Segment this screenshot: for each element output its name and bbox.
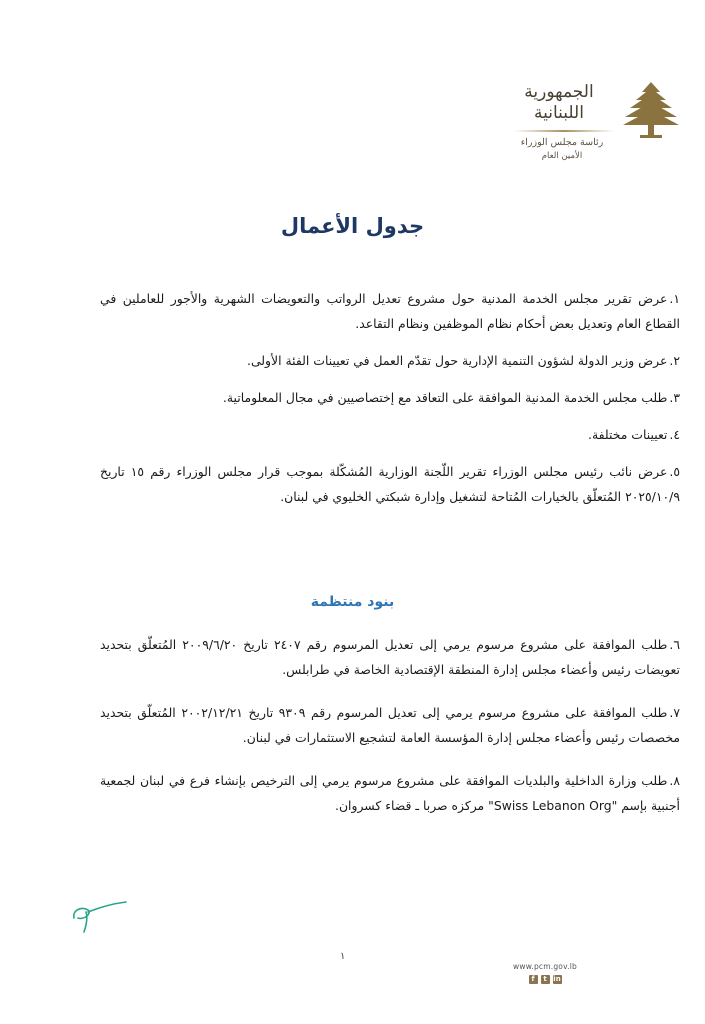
- item-number: ٤.: [669, 427, 680, 442]
- item-number: ٥.: [669, 464, 681, 479]
- agenda-list: [100, 286, 680, 509]
- item-text: عرض تقرير مجلس الخدمة المدنية حول مشروع تعديل الرواتب والتعويضات الشهرية والأجور للعاملين في القطاع العام وتعديل بعض أحكام نظام الموظفين ونظام التقاعد.: [100, 291, 680, 331]
- logo-line-1: الجمهورية: [524, 82, 594, 102]
- logo-subtitle: [512, 136, 612, 163]
- agenda-item: [100, 385, 680, 410]
- agenda-item: [100, 348, 680, 373]
- page-title: جدول الأعمال: [280, 214, 425, 238]
- facebook-icon[interactable]: f: [529, 975, 538, 984]
- item-number: ٣.: [669, 390, 680, 405]
- item-number: ٧.: [669, 705, 680, 720]
- item-text: طلب الموافقة على مشروع مرسوم يرمي إلى تعديل المرسوم رقم ٩٣٠٩ تاريخ ٢٠٠٢/١٢/٢١ المُتعلّق بتحديد مخصصات رئيس وأعضاء مجلس إدارة المؤسسة العامة لتشجيع الاستثمارات في لبنان.: [100, 705, 680, 745]
- item-number: ٨.: [669, 773, 680, 788]
- logo-title: [504, 82, 614, 124]
- handwritten-signature: [70, 896, 130, 936]
- item-text: عرض وزير الدولة لشؤون التنمية الإدارية حول تقدّم العمل في تعيينات الفئة الأولى.: [247, 353, 668, 368]
- logo-divider: [514, 130, 614, 132]
- agenda-item: [100, 700, 680, 750]
- item-text: طلب الموافقة على مشروع مرسوم يرمي إلى تعديل المرسوم رقم ٢٤٠٧ تاريخ ٢٠٠٩/٦/٢٠ المُتعلّق بتحديد تعويضات رئيس وأعضاء مجلس إدارة المنطقة الإقتصادية الخاصة في طرابلس.: [100, 637, 680, 677]
- item-number: ٢.: [669, 353, 680, 368]
- agenda-item: [100, 286, 680, 336]
- twitter-icon[interactable]: t: [541, 975, 550, 984]
- footer: [500, 962, 590, 984]
- item-text: تعيينات مختلفة.: [588, 427, 668, 442]
- cedar-tree-icon: [622, 80, 680, 140]
- linkedin-icon[interactable]: in: [553, 975, 561, 983]
- logo-line-2: اللبنانية: [534, 103, 584, 123]
- logo-subtitle-2: الأمين العام: [541, 151, 583, 161]
- agenda-item: [100, 768, 680, 818]
- section-title: بنود منتظمة: [310, 594, 395, 610]
- page-number: ١: [340, 951, 346, 962]
- item-text: عرض نائب رئيس مجلس الوزراء تقرير اللّجنة الوزارية المُشكّلة بموجب قرار مجلس الوزراء رقم ١٥ تاريخ ٢٠٢٥/١٠/٩ المُتعلّق بالخيارات المُتاحة لتشغيل وإدارة شبكتي الخليوي في لبنان.: [100, 464, 680, 504]
- social-links: [500, 975, 590, 984]
- logo-subtitle-1: رئاسة مجلس الوزراء: [520, 137, 604, 148]
- item-number: ٦.: [669, 637, 680, 652]
- item-text: طلب وزارة الداخلية والبلديات الموافقة على مشروع مرسوم يرمي إلى الترخيص بإنشاء فرع في لبنان لجمعية أجنبية بإسم "Swiss Lebanon Org" مركزه صربا ـ قضاء كسروان.: [100, 773, 680, 813]
- agenda-item: [100, 632, 680, 682]
- header-logo: [500, 78, 680, 188]
- agenda-item: [100, 422, 680, 447]
- item-number: ١.: [669, 291, 680, 306]
- website-link[interactable]: www.pcm.gov.lb: [513, 962, 577, 971]
- item-text: طلب مجلس الخدمة المدنية الموافقة على التعاقد مع إختصاصيين في مجال المعلوماتية.: [222, 390, 668, 405]
- agenda-item: [100, 459, 680, 509]
- regular-items-list: [100, 632, 680, 818]
